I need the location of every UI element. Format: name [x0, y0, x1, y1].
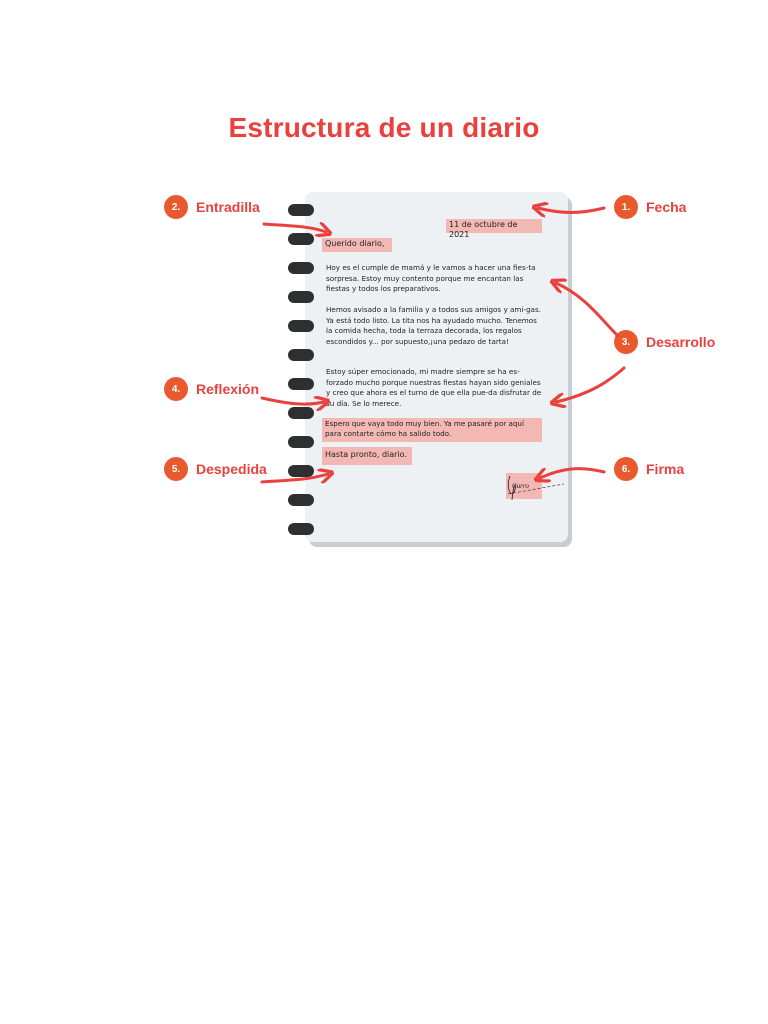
arrow-reflexion: [262, 398, 324, 404]
badge-3: 3.: [614, 330, 638, 354]
diary-signature: Curro: [512, 482, 529, 490]
arrow-desarrollo-top: [556, 283, 618, 336]
badge-6: 6.: [614, 457, 638, 481]
badge-2: 2.: [164, 195, 188, 219]
diary-paragraph-2: Hemos avisado a la familia y a todos sus amigos y ami-gas. Ya está todo listo. La tita nos ha ayudado mucho. Tenemos la comida hecha, toda la terraza decorada, los regalos escondidos y... por supuesto,¡una pedazo de tarta!: [326, 305, 541, 346]
label-fecha: Fecha: [646, 199, 687, 215]
arrow-entradilla: [264, 224, 326, 232]
diary-date: 11 de octubre de 2021: [446, 219, 542, 233]
diary-paragraph-1: Hoy es el cumple de mamá y le vamos a hacer una fies-ta sorpresa. Estoy muy contento porque me encantan las fiestas y todos los preparativos.: [326, 263, 536, 293]
label-desarrollo: Desarrollo: [646, 334, 716, 350]
diary-greeting: Querido diario,: [322, 238, 392, 252]
badge-4: 4.: [164, 377, 188, 401]
badge-5: 5.: [164, 457, 188, 481]
badge-1: 1.: [614, 195, 638, 219]
label-despedida: Despedida: [196, 461, 267, 477]
arrow-fecha: [538, 208, 604, 213]
arrow-desarrollo-bottom: [556, 368, 624, 402]
diary-farewell: Hasta pronto, diario.: [322, 447, 412, 465]
arrow-firma: [540, 469, 604, 478]
label-firma: Firma: [646, 461, 685, 477]
label-entradilla: Entradilla: [196, 199, 260, 215]
diary-reflection: Espero que vaya todo muy bien. Ya me pasaré por aquí para contarte cómo ha salido todo.: [322, 418, 542, 442]
diary-paragraph-3: Estoy súper emocionado, mi madre siempre se ha es-forzado mucho porque nuestras fiestas hayan sido geniales y creo que ahora es el turno de que ella pue-da disfrutar de su día. Se lo merece.: [326, 367, 542, 408]
arrow-despedida: [262, 474, 328, 482]
label-reflexion: Reflexión: [196, 381, 260, 397]
page-title: Estructura de un diario: [228, 112, 540, 143]
